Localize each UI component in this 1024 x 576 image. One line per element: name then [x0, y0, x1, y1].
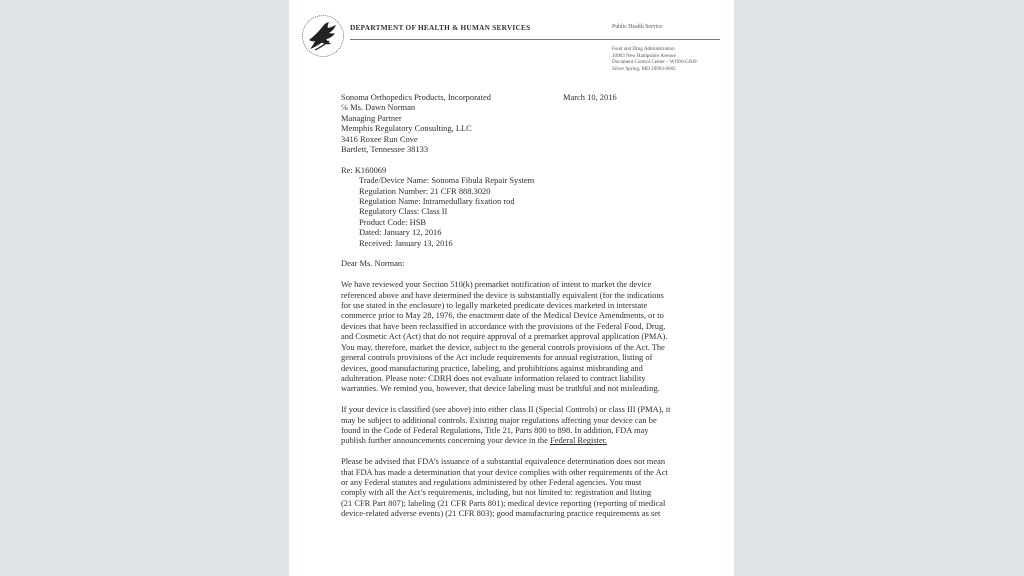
- recipient-line: Memphis Regulatory Consulting, LLC: [341, 123, 472, 134]
- re-detail: Regulation Number: 21 CFR 888.3020: [359, 185, 491, 196]
- letter-body: [341, 92, 686, 519]
- re-block: [341, 165, 686, 248]
- recipient-line: ℅ Ms. Dawn Norman: [341, 102, 416, 113]
- paragraph-text: publish further announcements concerning your device in the: [341, 435, 550, 446]
- federal-register-link[interactable]: Federal Register.: [550, 435, 608, 446]
- address-line: Food and Drug Administration: [612, 46, 675, 52]
- paragraph-2: [341, 404, 686, 446]
- address-line: Silver Spring, MD 20993-0002: [612, 65, 676, 72]
- re-detail: Regulation Name: Intramedullary fixation rod: [359, 196, 515, 207]
- public-health-service: Public Health Service: [612, 24, 663, 30]
- paragraph-line: device-related adverse events) (21 CFR 803); good manufacturing practice requirements as set: [341, 508, 661, 519]
- re-detail: Regulatory Class: Class II: [359, 206, 448, 217]
- paragraph-line: comply with all the Act’s requirements, including, but not limited to: registration and listing: [341, 487, 652, 498]
- re-detail: Trade/Device Name: Sonoma Fibula Repair System: [359, 175, 535, 186]
- recipient-block: [341, 92, 686, 154]
- paragraph-3: [341, 456, 686, 518]
- letter-date: March 10, 2016: [563, 92, 617, 102]
- hhs-seal-logo: [301, 14, 345, 58]
- re-line: Re: K160069: [341, 164, 387, 175]
- recipient-line: Sonoma Orthopedics Products, Incorporated: [341, 92, 491, 102]
- salutation: Dear Ms. Norman:: [341, 258, 405, 269]
- re-detail: Dated: January 12, 2016: [359, 227, 442, 238]
- re-detail: Received: January 13, 2016: [359, 237, 453, 248]
- recipient-line: Bartlett, Tennessee 38133: [341, 144, 429, 155]
- recipient-line: Managing Partner: [341, 112, 402, 123]
- paragraph-line: devices that have been reclassified in accordance with the provisions of the Federal Food, Drug,: [341, 320, 666, 331]
- paragraph-line: (21 CFR Part 807); labeling (21 CFR Parts 801); medical device reporting (reporting of medical: [341, 497, 666, 508]
- department-name: DEPARTMENT OF HEALTH & HUMAN SERVICES: [350, 23, 531, 32]
- paragraph-line: commerce prior to May 28, 1976, the enactment date of the Medical Device Amendments, or to: [341, 310, 664, 321]
- agency-address: [612, 46, 697, 72]
- paragraph-line: If your device is classified (see above) into either class II (Special Controls) or class III (PMA), it: [341, 404, 671, 415]
- paragraph-line: You may, therefore, market the device, subject to the general controls provisions of the Act. The: [341, 341, 665, 352]
- paragraph-1: [341, 279, 686, 393]
- paragraph-line: devices, good manufacturing practice, labeling, and prohibitions against misbranding and: [341, 362, 643, 373]
- recipient-line: 3416 Roxee Run Cove: [341, 133, 418, 144]
- document-page: [289, 0, 734, 576]
- paragraph-line: that FDA has made a determination that your device complies with other requirements of the Act: [341, 466, 668, 477]
- paragraph-line: adulteration. Please note: CDRH does not evaluate information related to contract liability: [341, 372, 646, 383]
- re-detail: Product Code: HSB: [359, 216, 427, 227]
- paragraph-line: for use stated in the enclosure) to legally marketed predicate devices marketed in interstate: [341, 300, 648, 311]
- paragraph-line: found in the Code of Federal Regulations, Title 21, Parts 800 to 898. In addition, FDA may: [341, 424, 649, 435]
- paragraph-line: Please be advised that FDA’s issuance of a substantial equivalence determination does not mean: [341, 456, 666, 467]
- paragraph-line: and Cosmetic Act (Act) that do not require approval of a premarket approval application (PMA).: [341, 331, 668, 342]
- address-line: 10903 New Hampshire Avenue: [612, 52, 676, 59]
- paragraph-line: [341, 435, 686, 445]
- paragraph-line: may be subject to additional controls. Existing major regulations affecting your device can be: [341, 414, 657, 425]
- paragraph-line: warranties. We remind you, however, that device labeling must be truthful and not misleading.: [341, 383, 660, 394]
- paragraph-line: referenced above and have determined the device is substantially equivalent (for the indications: [341, 289, 664, 300]
- paragraph-line: or any Federal statutes and regulations administered by other Federal agencies. You must: [341, 476, 642, 487]
- paragraph-line: general controls provisions of the Act include requirements for annual registration, listing of: [341, 352, 653, 363]
- paragraph-line: We have reviewed your Section 510(k) premarket notification of intent to market the device: [341, 279, 652, 290]
- letterhead-divider: [350, 39, 720, 40]
- address-line: Document Control Center – WO66-G609: [612, 59, 697, 66]
